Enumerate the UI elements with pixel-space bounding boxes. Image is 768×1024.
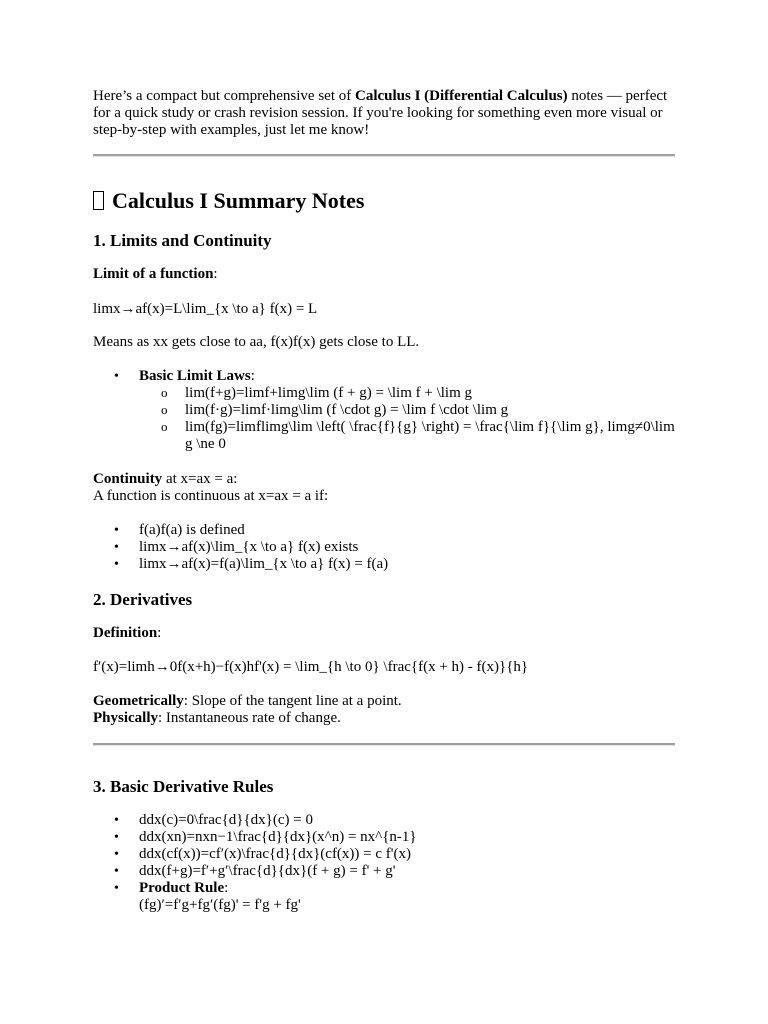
list-item: • limx→af(x)\lim_{x \to a} f(x) exists [93,539,678,556]
list-item: o lim(fg)=limflimg\lim \left( \frac{f}{g} \right) = \frac{\lim f}{\lim g}, limg≠0\lim g \ne 0 [139,419,678,453]
physical-label: Physically [93,710,159,726]
product-rule-label: Product Rule [139,880,225,896]
limit-formula: limx→af(x)=L\lim_{x \to a} f(x) = L [93,301,318,317]
physical-meaning [93,710,678,727]
section-heading-derivative-rules: 3. Basic Derivative Rules [93,777,274,796]
limit-label-bold: Limit of a function [93,266,214,282]
definition-label-bold: Definition [93,625,158,641]
page-title-text: Calculus I Summary Notes [112,188,365,213]
section-heading-limits: 1. Limits and Continuity [93,231,272,250]
geometric-text: : Slope of the tangent line at a point. [183,693,402,709]
intro-text-end: notes — perfect for a quick study or crash revision session. If you're looking for something even more visual or step-by-step with examples, just let me know! [93,88,668,138]
missing-glyph-icon [93,191,104,210]
product-rule-formula: (fg)′=f′g+fg′(fg)' = f'g + fg' [139,897,301,913]
horizontal-rule-top [93,154,675,157]
physical-text: : Instantaneous rate of change. [158,710,341,726]
continuity-label: Continuity [93,471,163,487]
continuity-heading-line [93,471,678,488]
list-item: • limx→af(x)=f(a)\lim_{x \to a} f(x) = f(a) [93,556,678,573]
list-item: • f(a)f(a) is defined [93,522,678,539]
derivative-definition-label [93,625,678,642]
horizontal-rule-middle [93,743,675,746]
product-rule-colon: : [224,880,229,896]
geometric-label: Geometrically [93,693,184,709]
continuity-conditions-list [93,522,678,573]
definition-colon: : [157,625,162,641]
derivative-rules-list [93,812,678,914]
intro-text-start: Here’s a compact but comprehensive set of [93,88,355,104]
limit-laws-list [93,368,678,453]
section-heading-derivatives: 2. Derivatives [93,590,193,609]
limit-definition-label [93,266,678,283]
list-item: • ddx(cf(x))=cf′(x)\frac{d}{dx}(cf(x)) = c f'(x) [93,846,678,863]
list-item [93,880,678,914]
page-title [93,188,678,214]
limit-laws-colon: : [250,368,255,384]
list-item: o lim(f·g)=limf·limg\lim (f \cdot g) = \lim f \cdot \lim g [139,402,678,419]
list-item: o lim(f+g)=limf+limg\lim (f + g) = \lim f + \lim g [139,385,678,402]
continuity-description: A function is continuous at x=ax = a if: [93,488,329,504]
limit-laws-label: Basic Limit Laws [139,368,251,384]
intro-paragraph [93,88,678,139]
list-item: • ddx(xn)=nxn−1\frac{d}{dx}(x^n) = nx^{n-1} [93,829,678,846]
derivative-definition-formula: f′(x)=limh→0f(x+h)−f(x)hf'(x) = \lim_{h \to 0} \frac{f(x + h) - f(x)}{h} [93,659,529,675]
limit-label-colon: : [213,266,218,282]
list-item [93,368,678,453]
list-item: • ddx(f+g)=f′+g′\frac{d}{dx}(f + g) = f' + g' [93,863,678,880]
list-item: • ddx(c)=0\frac{d}{dx}(c) = 0 [93,812,678,829]
limit-explanation: Means as xx gets close to aa, f(x)f(x) gets close to LL. [93,334,420,350]
continuity-rest: at x=ax = a: [162,471,238,487]
intro-bold-text: Calculus I (Differential Calculus) [355,88,568,104]
limit-laws-sublist [139,385,678,453]
geometric-meaning [93,693,678,710]
